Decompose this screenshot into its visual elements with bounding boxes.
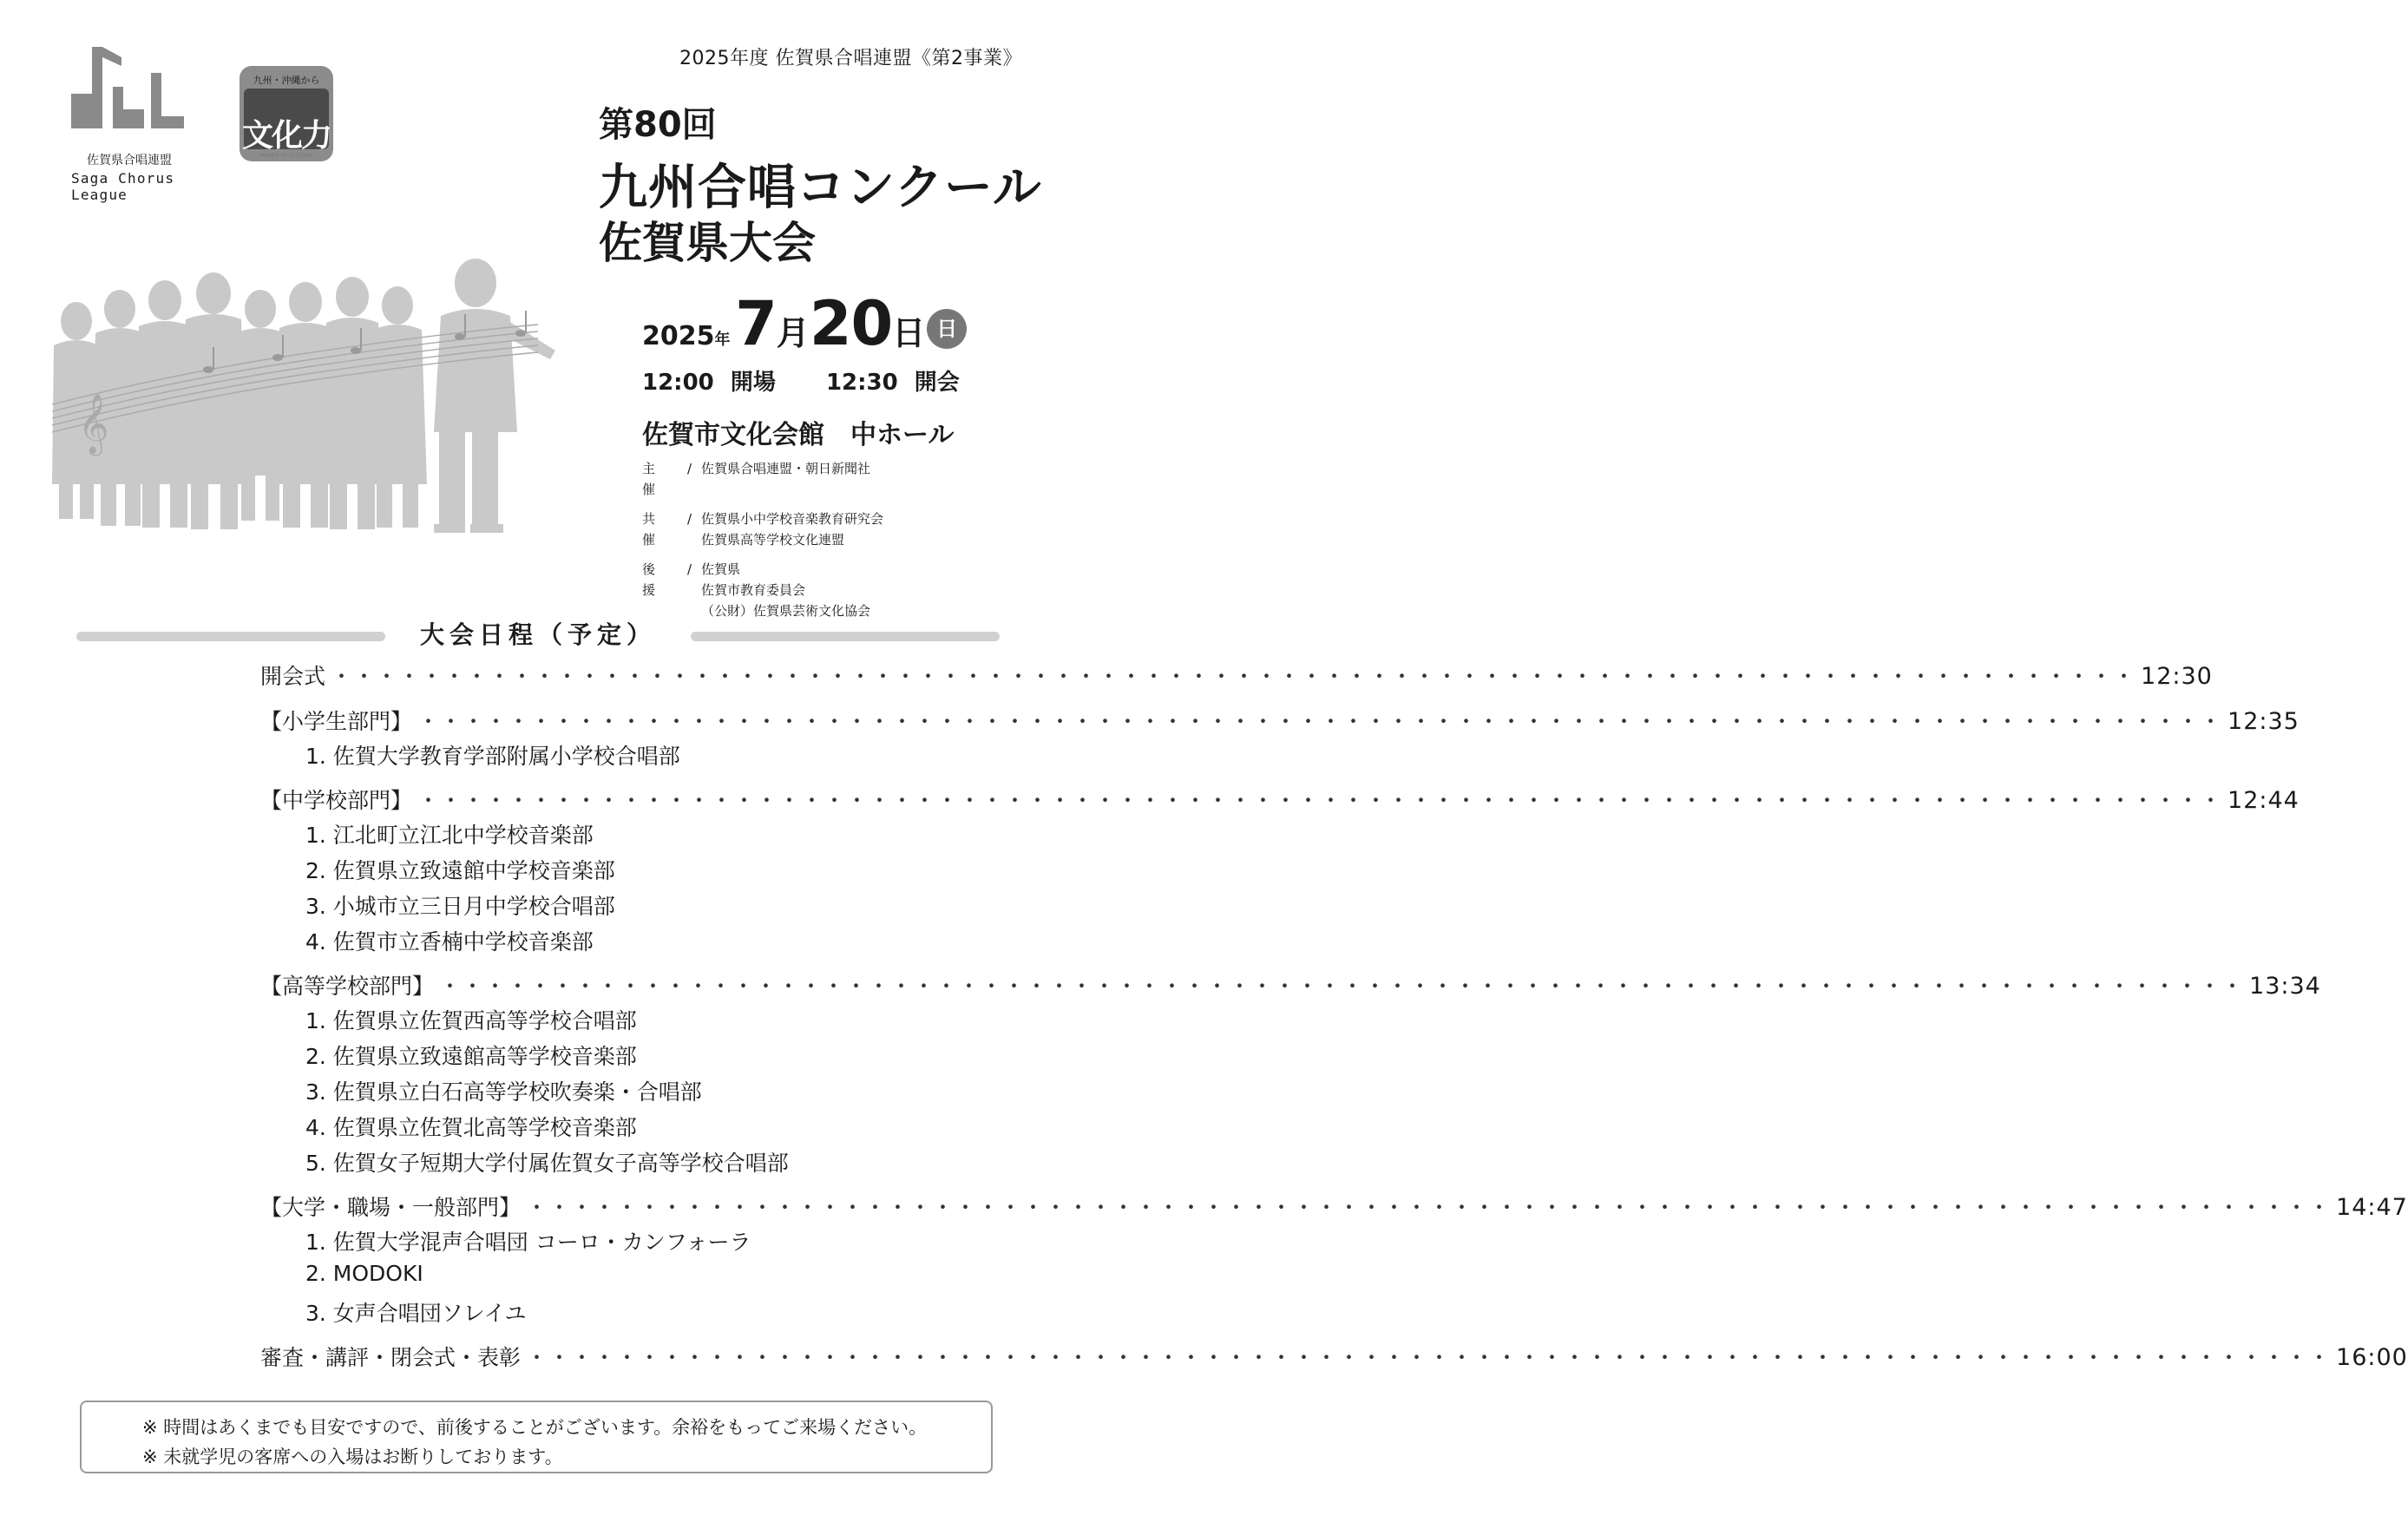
note-line: ※ 未就学児の客席への入場はお断りしております。 bbox=[142, 1447, 563, 1467]
doors-label: 開場 bbox=[730, 370, 776, 396]
schedule-label: 審査・講評・閉会式・表彰 bbox=[260, 1345, 522, 1370]
list-item: 4. 佐賀県立佐賀北高等学校音楽部 bbox=[305, 1115, 637, 1140]
bunka-top-text: 九州・沖縄から bbox=[253, 75, 320, 86]
date-day-unit: 日 bbox=[892, 314, 926, 352]
credit-line: 佐賀県合唱連盟・朝日新聞社 bbox=[701, 461, 871, 476]
league-name-en: Saga Chorus League bbox=[71, 170, 175, 203]
event-title-line1: 九州合唱コンクール bbox=[599, 160, 1042, 216]
division-label: 【大学・職場・一般部門】 bbox=[260, 1195, 522, 1220]
leader-dots: ・・・・・・・・・・・・・・・・・・・・・・・・・・・・・・・・・・・・・・・・・・・・・・・・・・・・・・・・・・・・・・・・・・・・・・・・・・・・・・・・ bbox=[417, 709, 2223, 734]
credit-label: 後援 bbox=[642, 561, 666, 598]
credits bbox=[642, 458, 883, 630]
division-elementary-row bbox=[260, 705, 2300, 739]
bunka-main-text: 文化力 bbox=[241, 117, 331, 154]
credit-supporter: 後援 / 佐賀県 佐賀市教育委員会 （公財）佐賀県芸術文化協会 bbox=[642, 559, 883, 621]
start-time: 12:30 bbox=[825, 370, 898, 396]
date-month-unit: 月 bbox=[776, 314, 810, 352]
credit-label: 主催 bbox=[642, 461, 666, 497]
leader-dots: ・・・・・・・・・・・・・・・・・・・・・・・・・・・・・・・・・・・・・・・・・・・・・・・・・・・・・・・・・・・・・・・・・・・・・・・・・・・・・・・・ bbox=[417, 788, 2223, 813]
schedule-label: 開会式 bbox=[260, 664, 326, 689]
schedule-list bbox=[260, 659, 2408, 1375]
treble-clef-icon: 𝄞 bbox=[78, 393, 109, 454]
bunka-ryoku-logo bbox=[239, 66, 333, 161]
list-item: 1. 佐賀大学混声合唱団 コーロ・カンフォーラ bbox=[305, 1230, 751, 1255]
date-month: 7 bbox=[735, 288, 777, 359]
credit-line: 佐賀県高等学校文化連盟 bbox=[701, 532, 845, 548]
list-item: 3. 小城市立三日月中学校合唱部 bbox=[305, 894, 615, 919]
event-times bbox=[642, 364, 960, 397]
fiscal-year-label: 2025年度 佐賀県合唱連盟《第2事業》 bbox=[679, 48, 1022, 69]
list-item: 1. 佐賀大学教育学部附属小学校合唱部 bbox=[305, 744, 680, 769]
credit-co-organizer: 共催 / 佐賀県小中学校音楽教育研究会 佐賀県高等学校文化連盟 bbox=[642, 508, 883, 550]
music-note-logo-icon bbox=[71, 42, 184, 137]
list-item: 1. 佐賀県立佐賀西高等学校合唱部 bbox=[305, 1008, 637, 1033]
weekday-badge: 日 bbox=[927, 309, 967, 349]
notes-box bbox=[80, 1401, 993, 1473]
division-high-school-row bbox=[260, 969, 2321, 1004]
league-name-ja: 佐賀県合唱連盟 bbox=[87, 154, 172, 167]
edition-number: 第80回 bbox=[599, 105, 717, 145]
leader-dots: ・・・・・・・・・・・・・・・・・・・・・・・・・・・・・・・・・・・・・・・・・・・・・・・・・・・・・・・・・・・・・・・・・・・・・・・・・・・・・・・・ bbox=[331, 664, 2136, 689]
event-title-line2: 佐賀県大会 bbox=[599, 218, 816, 268]
conductor-silhouette bbox=[434, 259, 555, 533]
list-item: 2. 佐賀県立致遠館高等学校音楽部 bbox=[305, 1044, 637, 1069]
credit-line: （公財）佐賀県芸術文化協会 bbox=[701, 603, 871, 619]
list-item: 4. 佐賀市立香楠中学校音楽部 bbox=[305, 929, 594, 955]
division-label: 【小学生部門】 bbox=[260, 709, 413, 734]
credit-organizer: 主催 / 佐賀県合唱連盟・朝日新聞社 bbox=[642, 458, 883, 500]
leader-dots: ・・・・・・・・・・・・・・・・・・・・・・・・・・・・・・・・・・・・・・・・・・・・・・・・・・・・・・・・・・・・・・・・・・・・・・・・・・・・・・・・ bbox=[526, 1195, 2332, 1220]
date-day: 20 bbox=[809, 288, 893, 359]
credit-line: 佐賀県 bbox=[701, 561, 741, 577]
list-item: 1. 江北町立江北中学校音楽部 bbox=[305, 823, 594, 848]
division-label: 【中学校部門】 bbox=[260, 788, 413, 813]
leader-dots: ・・・・・・・・・・・・・・・・・・・・・・・・・・・・・・・・・・・・・・・・・・・・・・・・・・・・・・・・・・・・・・・・・・・・・・・・・・・・・・・・ bbox=[439, 974, 2245, 999]
date-year: 2025 bbox=[642, 321, 715, 351]
division-time: 12:35 bbox=[2228, 708, 2300, 735]
credit-line: 佐賀市教育委員会 bbox=[701, 582, 806, 598]
schedule-time: 16:00 bbox=[2336, 1344, 2408, 1371]
list-item: 3. 女声合唱団ソレイユ bbox=[305, 1301, 527, 1326]
credit-line: 佐賀県小中学校音楽教育研究会 bbox=[701, 511, 884, 527]
credit-label: 共催 bbox=[642, 511, 666, 548]
list-item: 3. 佐賀県立白石高等学校吹奏楽・合唱部 bbox=[305, 1079, 702, 1105]
event-date bbox=[642, 288, 967, 359]
division-time: 13:34 bbox=[2249, 973, 2321, 1000]
list-item: 5. 佐賀女子短期大学付属佐賀女子高等学校合唱部 bbox=[305, 1151, 789, 1176]
choir-silhouette-illustration bbox=[52, 267, 590, 588]
division-junior-high-row bbox=[260, 784, 2300, 818]
opening-ceremony-row bbox=[260, 659, 2213, 694]
closing-ceremony-row bbox=[260, 1341, 2408, 1375]
saga-chorus-league-logo bbox=[71, 42, 227, 203]
venue: 佐賀市文化会館 中ホール bbox=[642, 420, 955, 450]
list-item: 2. MODOKI bbox=[305, 1261, 423, 1286]
leader-dots: ・・・・・・・・・・・・・・・・・・・・・・・・・・・・・・・・・・・・・・・・・・・・・・・・・・・・・・・・・・・・・・・・・・・・・・・・・・・・・・・・ bbox=[526, 1345, 2332, 1370]
doors-time: 12:00 bbox=[642, 370, 714, 396]
list-item: 2. 佐賀県立致遠館中学校音楽部 bbox=[305, 858, 615, 883]
date-year-unit: 年 bbox=[714, 331, 731, 349]
division-time: 14:47 bbox=[2336, 1194, 2408, 1221]
schedule-heading bbox=[76, 616, 1000, 651]
schedule-time: 12:30 bbox=[2141, 663, 2213, 690]
note-line: ※ 時間はあくまでも目安ですので、前後することがございます。余裕をもってご来場ください。 bbox=[142, 1417, 928, 1438]
division-general-row bbox=[260, 1191, 2408, 1225]
division-time: 12:44 bbox=[2228, 787, 2300, 814]
schedule-heading-text: 大会日程（予定） bbox=[419, 620, 656, 649]
start-label: 開会 bbox=[914, 370, 960, 396]
bunka-sub-text: POWER OF CULTURE bbox=[259, 153, 313, 159]
division-label: 【高等学校部門】 bbox=[260, 974, 435, 999]
